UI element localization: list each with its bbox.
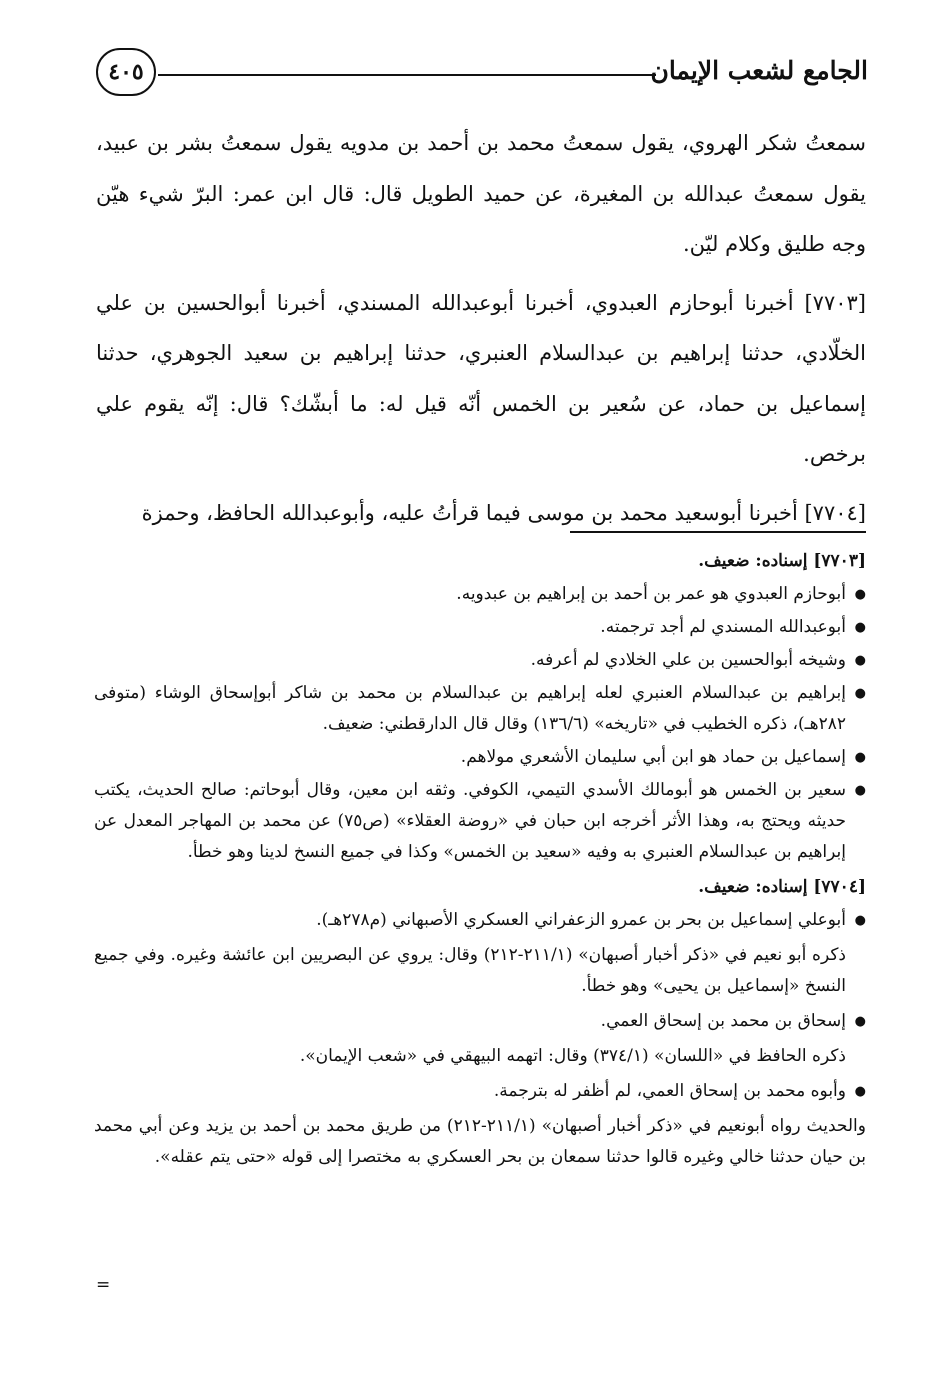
footnote-7704-list-3 bbox=[94, 1076, 866, 1107]
footnote-7704-list-1 bbox=[94, 905, 866, 936]
page-header bbox=[96, 44, 868, 104]
book-title: الجامع لشعب الإيمان bbox=[650, 56, 868, 85]
list-item: ● وشيخه أبوالحسين بن علي الخلادي لم أعرفه. bbox=[94, 645, 866, 676]
footnote-7704-sub-2: ذكره الحافظ في «اللسان» (٣٧٤/١) وقال: اتهمه البيهقي في «شعب الإيمان». bbox=[299, 1046, 846, 1066]
list-item: ● إسماعيل بن حماد هو ابن أبي سليمان الأشعري مولاهم. bbox=[94, 742, 866, 773]
footnote-7703-heading: [٧٧٠٣] إسناده: ضعيف. bbox=[698, 551, 866, 571]
list-item: ● وأبوه محمد بن إسحاق العمي، لم أظفر له بترجمة. bbox=[94, 1076, 866, 1107]
paragraph-7704: [٧٧٠٤] أخبرنا أبوسعيد محمد بن موسى فيما قرأتُ عليه، وأبوعبدالله الحافظ، وحمزة bbox=[141, 500, 866, 525]
footnote-7703-list bbox=[94, 579, 866, 868]
footnote-7704-heading: [٧٧٠٤] إسناده: ضعيف. bbox=[698, 877, 866, 897]
paragraph-continuation: سمعتُ شكر الهروي، يقول سمعتُ محمد بن أحمد بن مدويه يقول سمعتُ بشر بن عبيد، يقول سمعتُ عبدالله بن المغيرة، عن حميد الطويل قال: قال ابن عمر: البرّ شيء هيّن وجه طليق وكلام ليّن. bbox=[96, 131, 866, 256]
continuation-mark: = bbox=[96, 1275, 111, 1295]
footnote-divider bbox=[570, 531, 866, 533]
list-item: ● أبوعلي إسماعيل بن بحر بن عمرو الزعفراني العسكري الأصبهاني (م٢٧٨هـ). bbox=[94, 905, 866, 936]
header-rule bbox=[158, 74, 656, 76]
footnote-7704-text: والحديث رواه أبونعيم في «ذكر أخبار أصبهان» (٢١١/١-٢١٢) من طريق محمد بن أحمد بن يزيد وعن أبي محمد بن حيان حدثنا خالي وغيره قالوا حدثنا سمعان بن بحر العسكري به مختصرا إلى قوله «حتى يتم عقله». bbox=[94, 1116, 866, 1167]
list-item: ● أبوحازم العبدوي هو عمر بن أحمد بن إبراهيم بن عبدويه. bbox=[94, 579, 866, 610]
footnote-7704-sub-1: ذكره أبو نعيم في «ذكر أخبار أصبهان» (٢١١/١-٢١٢) وقال: يروي عن البصريين ابن عائشة وغيره. وفي جميع النسخ «إسماعيل بن يحيى» وهو خطأ. bbox=[94, 945, 846, 996]
list-item: ● إسحاق بن محمد بن إسحاق العمي. bbox=[94, 1006, 866, 1037]
main-text bbox=[96, 118, 866, 546]
footnotes bbox=[94, 546, 866, 1173]
list-item: ● إبراهيم بن عبدالسلام العنبري لعله إبراهيم بن عبدالسلام بن محمد بن شاكر أبوإسحاق الوشاء (متوفى ٢٨٢هـ)، ذكره الخطيب في «تاريخه» (١٣٦/٦) وقال قال الدارقطني: ضعيف. bbox=[94, 678, 866, 740]
list-item: ● أبوعبدالله المسندي لم أجد ترجمته. bbox=[94, 612, 866, 643]
footnote-7704-list-2 bbox=[94, 1006, 866, 1037]
list-item: ● سعير بن الخمس هو أبومالك الأسدي التيمي، الكوفي. وثقه ابن معين، وقال أبوحاتم: صالح الحديث، يكتب حديثه ويحتج به، وهذا الأثر أخرجه ابن حبان في «روضة العقلاء» (ص٧٥) عن محمد بن المهاجر المعدل عن إبراهيم بن عبدالسلام العنبري به وفيه «سعيد بن الخمس» وكذا في جميع النسخ لدينا وهو خطأ. bbox=[94, 775, 866, 868]
page-number-badge: ٤٠٥ bbox=[96, 48, 156, 96]
paragraph-7703: [٧٧٠٣] أخبرنا أبوحازم العبدوي، أخبرنا أبوعبدالله المسندي، أخبرنا أبوالحسين بن علي الخلّادي، حدثنا إبراهيم بن عبدالسلام العنبري، حدثنا إبراهيم بن سعيد الجوهري، حدثنا إسماعيل بن حماد، عن سُعير بن الخمس أنّه قيل له: ما أبشّك؟ قال: إنّه يقوم علي برخص. bbox=[96, 290, 866, 466]
